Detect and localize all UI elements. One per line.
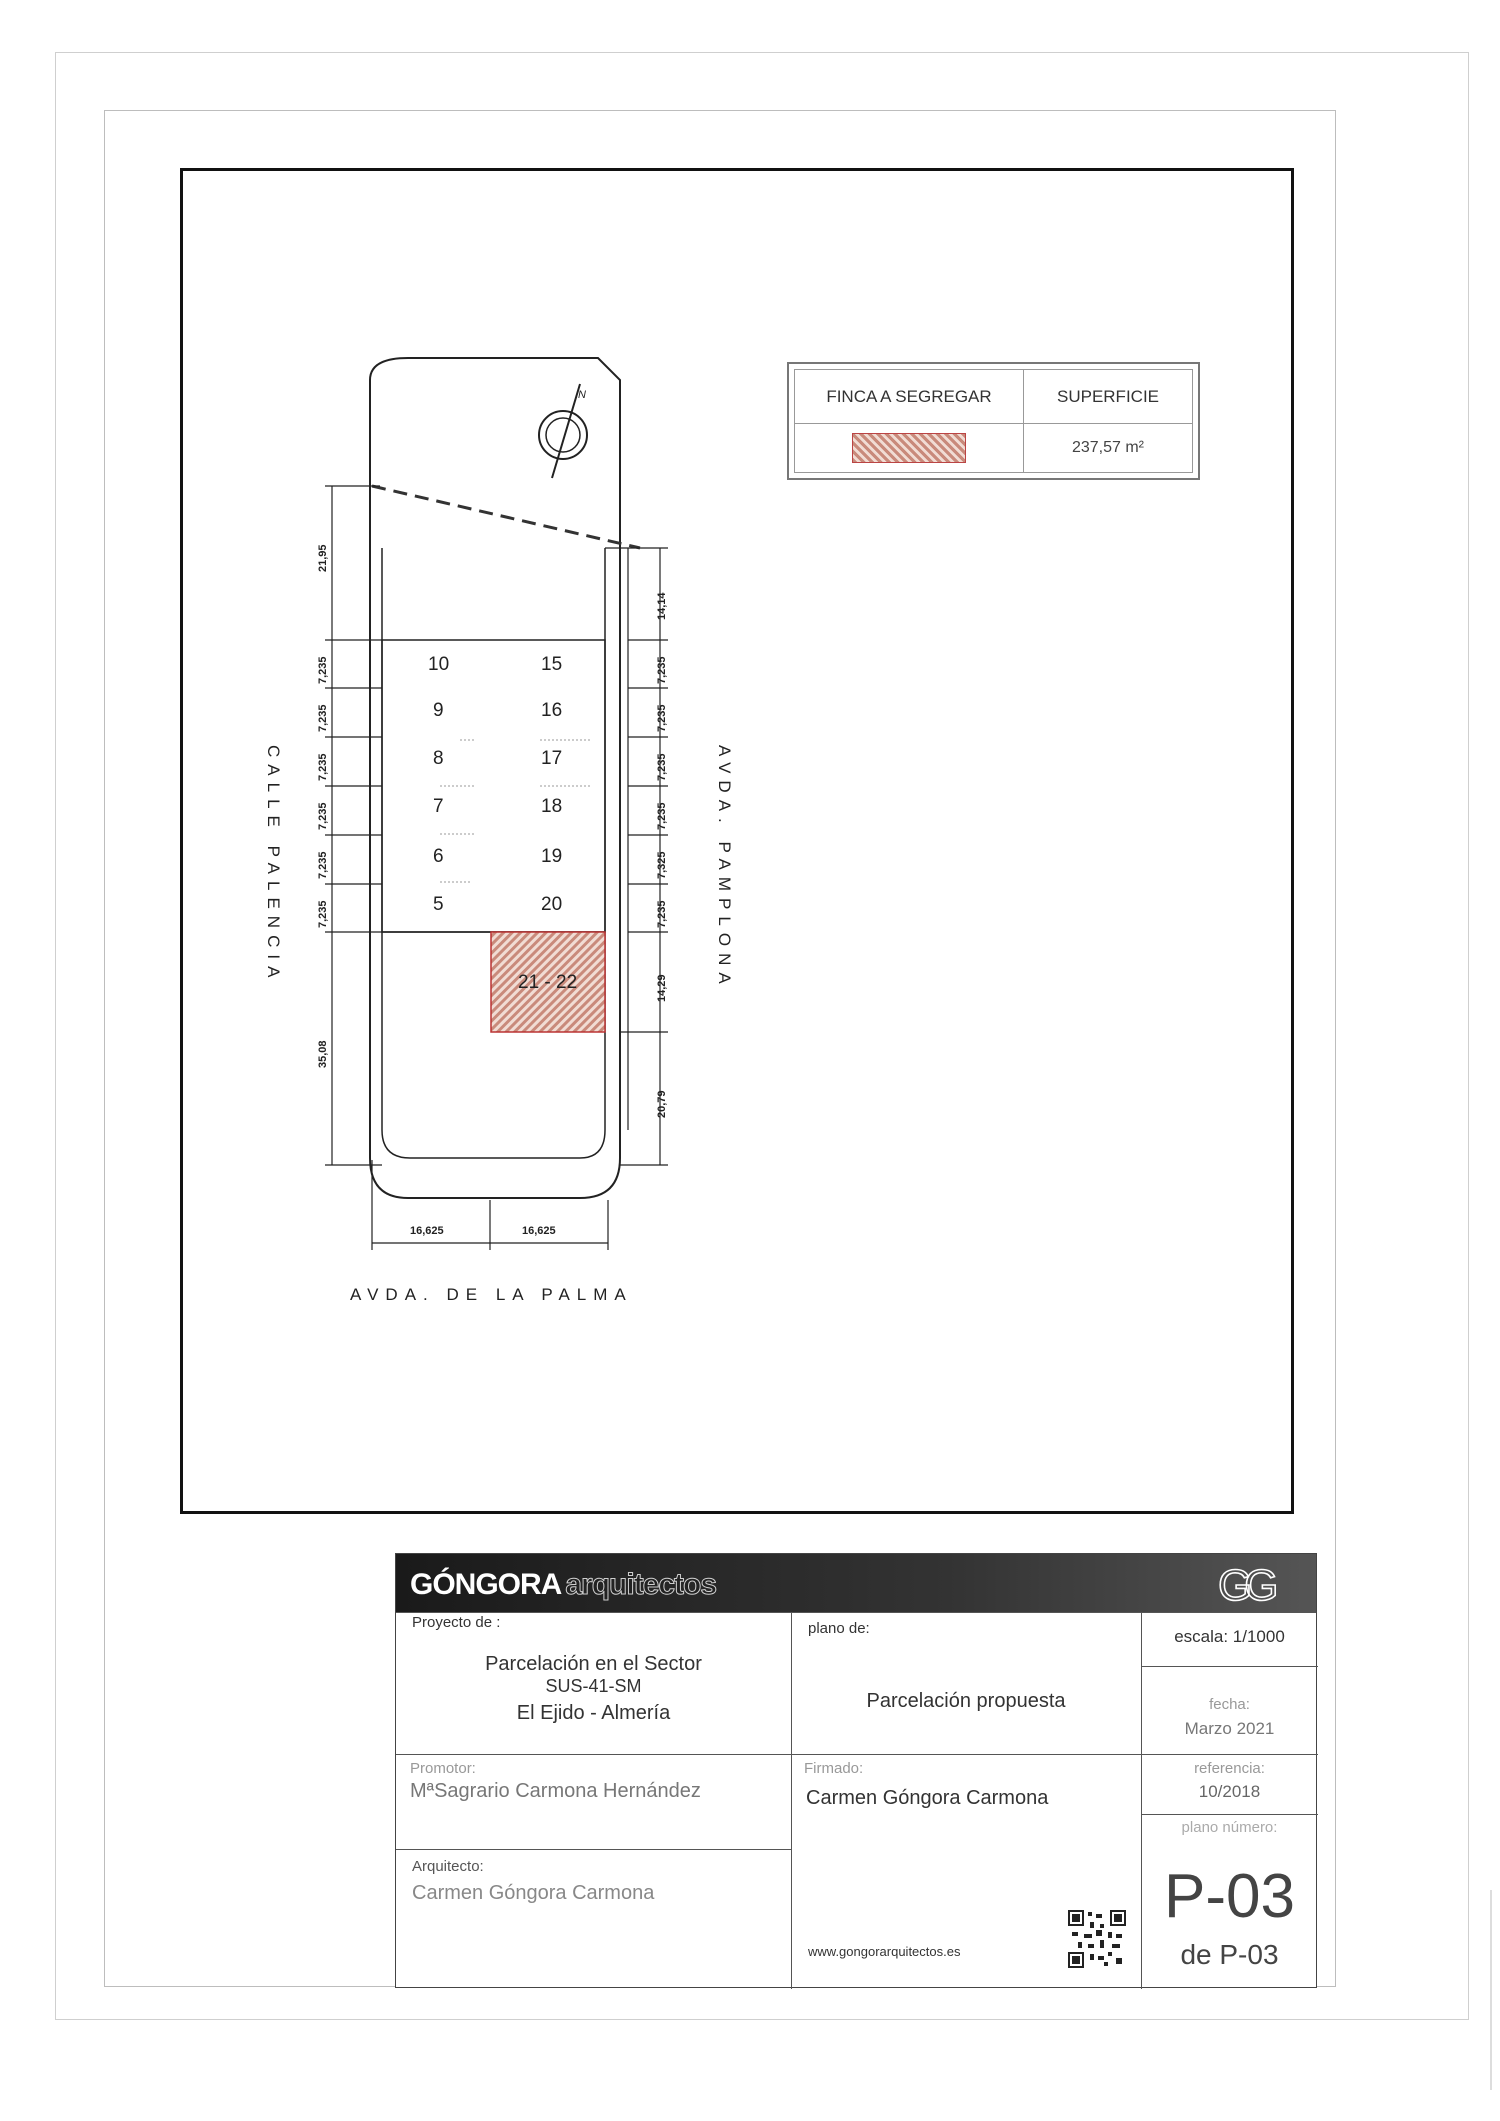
plot-number: 9 (433, 700, 444, 721)
promotor-value: MªSagrario Carmona Hernández (410, 1780, 701, 1802)
dimension-label: 7,235 (317, 656, 329, 684)
fecha-label: fecha: (1209, 1696, 1250, 1713)
dimension-label: 7,235 (656, 656, 668, 684)
title-block (395, 1553, 1317, 1988)
dashed-boundary (372, 486, 640, 548)
street-name-south: AVDA. DE LA PALMA (350, 1285, 633, 1304)
legend-swatch-cell (795, 424, 1024, 472)
brand-monogram-text: GG (1218, 1561, 1271, 1608)
plot-number: 6 (433, 846, 444, 867)
block-outline (370, 358, 620, 1198)
website-link[interactable]: www.gongorarquitectos.es (808, 1944, 961, 1959)
tb-divider (1141, 1754, 1318, 1755)
compass-north-label: N (578, 389, 586, 401)
promotor-label: Promotor: (410, 1760, 476, 1777)
left-dimension-line (325, 486, 382, 1165)
parcel-grid (382, 640, 605, 932)
dimension-label: 7,325 (656, 851, 668, 879)
brand-main: GÓNGORA (410, 1568, 562, 1601)
dimension-label: 7,235 (317, 802, 329, 830)
street-name-east: AVDA. PAMPLONA (715, 745, 734, 991)
dimension-label: 7,235 (656, 900, 668, 928)
referencia-label: referencia: (1194, 1760, 1265, 1777)
bottom-dimension-line (372, 1160, 608, 1250)
plot-number: 5 (433, 894, 444, 915)
plot-number: 8 (433, 748, 444, 769)
dimension-label: 7,235 (317, 851, 329, 879)
dimension-label: 7,235 (656, 704, 668, 732)
tb-divider (1141, 1814, 1318, 1815)
plot-number: 18 (541, 796, 563, 817)
plot-number: 20 (541, 894, 563, 915)
dimension-label: 14,14 (656, 592, 668, 620)
proyecto-label: Proyecto de : (412, 1614, 501, 1631)
title-block-header (396, 1554, 1316, 1612)
dimension-label: 16,625 (410, 1225, 444, 1237)
plot-number: 10 (428, 654, 450, 675)
arquitecto-label: Arquitecto: (412, 1858, 484, 1875)
plot-number: 17 (541, 748, 563, 769)
legend-table (787, 362, 1200, 480)
tb-divider (396, 1754, 1141, 1755)
dimension-label: 7,235 (317, 900, 329, 928)
brand-monogram-icon (1214, 1560, 1300, 1608)
dimension-label: 14,29 (656, 974, 668, 1002)
tb-divider (791, 1612, 792, 1989)
dimension-label: 7,235 (317, 704, 329, 732)
dimension-label: 20,79 (656, 1090, 668, 1118)
firmado-value: Carmen Góngora Carmona (806, 1787, 1049, 1809)
plano-numero-value: P-03 (1164, 1862, 1295, 1931)
dimension-label: 7,235 (656, 802, 668, 830)
plot-number: 7 (433, 796, 444, 817)
fecha-value: Marzo 2021 (1184, 1719, 1275, 1738)
plot-number: 16 (541, 700, 563, 721)
plano-value: Parcelación propuesta (866, 1690, 1066, 1712)
proyecto-line: SUS-41-SM (545, 1676, 642, 1696)
dimension-label: 21,95 (317, 544, 329, 572)
escala-value: escala: 1/1000 (1174, 1627, 1285, 1646)
brand-sub: arquitectos (565, 1568, 717, 1601)
proyecto-line: El Ejido - Almería (516, 1702, 671, 1724)
arquitecto-value: Carmen Góngora Carmona (412, 1882, 655, 1904)
legend-area-value: 237,57 m² (1071, 439, 1145, 456)
tb-divider (1141, 1666, 1318, 1667)
dimension-label: 7,235 (656, 753, 668, 781)
tb-divider (396, 1849, 791, 1850)
firmado-label: Firmado: (804, 1760, 864, 1777)
qr-code-icon (1068, 1910, 1126, 1968)
brand-logo-text (410, 1568, 716, 1602)
tb-divider (396, 1612, 1316, 1613)
legend-header-superficie: SUPERFICIE (1024, 370, 1192, 424)
scan-edge-mark (1490, 1890, 1492, 2090)
legend-header-finca: FINCA A SEGREGAR (795, 370, 1024, 424)
plot-number: 15 (541, 654, 563, 675)
compass-icon (539, 384, 587, 478)
street-name-west: CALLE PALENCIA (264, 745, 283, 985)
hatch-swatch (852, 433, 966, 463)
plano-de-total: de P-03 (1180, 1939, 1279, 1970)
plano-numero-label: plano número: (1181, 1819, 1278, 1836)
segregated-plot-label: 21 - 22 (518, 972, 578, 993)
dimension-label: 35,08 (317, 1040, 329, 1068)
proyecto-line: Parcelación en el Sector (485, 1653, 702, 1675)
plano-label: plano de: (808, 1620, 870, 1637)
plot-number: 19 (541, 846, 563, 867)
referencia-value: 10/2018 (1198, 1782, 1261, 1801)
dimension-label: 7,235 (317, 753, 329, 781)
dimension-label: 16,625 (522, 1225, 556, 1237)
